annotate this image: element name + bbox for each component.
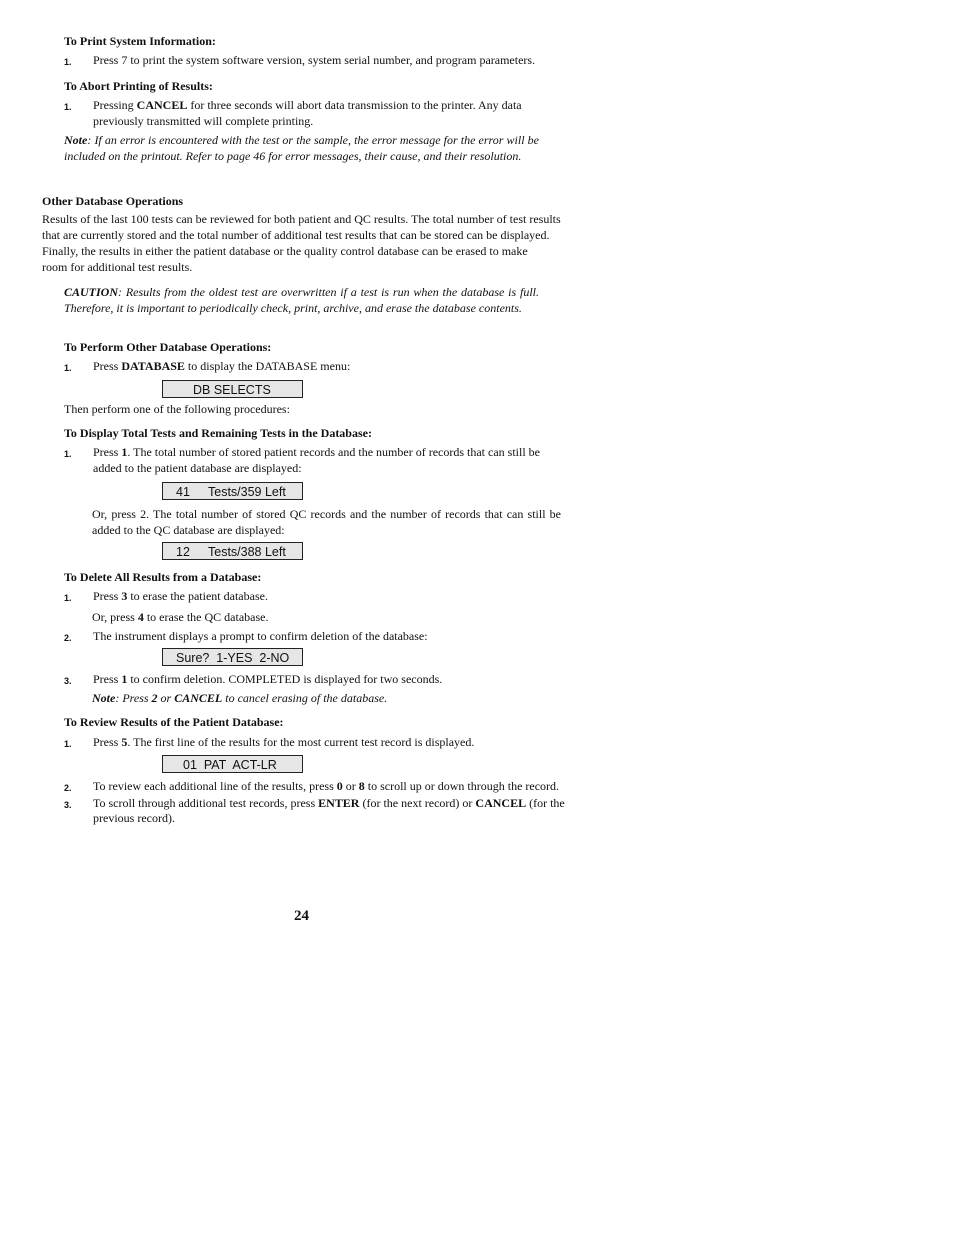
step-number: 3.	[64, 800, 72, 810]
key-8: 8	[358, 779, 365, 793]
other-db-line3: Finally, the results in either the patient database or the quality control database can be erased to make	[42, 244, 528, 258]
then-text: Then perform one of the following procedures:	[64, 402, 290, 416]
review-patient-step3-line2: previous record).	[93, 811, 175, 825]
lcd-display-confirm: Sure? 1-YES 2-NO	[162, 648, 303, 666]
perform-ops-heading: To Perform Other Database Operations:	[64, 340, 272, 354]
delete-all-note: Note: Press 2 or CANCEL to cancel erasing of the database.	[92, 691, 388, 705]
step-number: 1.	[64, 102, 72, 112]
caution-note: CAUTION: Results from the oldest test are overwritten if a test is run when the database is full. Therefore, it is important to periodically check, print, archive, and erase the database contents.	[64, 285, 539, 315]
delete-all-or-text: Or, press 4 to erase the QC database.	[92, 610, 269, 624]
lcd-display-qc-count: 12 Tests/388 Left	[162, 542, 303, 560]
other-db-line1: Results of the last 100 tests can be reviewed for both patient and QC results. The total number of test results	[42, 212, 561, 226]
display-totals-or-text: Or, press 2. The total number of stored QC records and the number of records that can still be added to the QC database are displayed:	[92, 507, 561, 537]
step-number: 2.	[64, 633, 72, 643]
delete-all-step3: Press 1 to confirm deletion. COMPLETED is displayed for two seconds.	[93, 672, 443, 686]
key-4: 4	[137, 610, 144, 624]
review-patient-step1: Press 5. The first line of the results for the most current test record is displayed.	[93, 735, 475, 749]
abort-print-step1-line2: previously transmitted will complete printing.	[93, 114, 314, 128]
step-number: 1.	[64, 363, 72, 373]
display-totals-heading: To Display Total Tests and Remaining Tests in the Database:	[64, 426, 372, 440]
page-number: 24	[294, 908, 309, 924]
review-patient-step3: To scroll through additional test records, press ENTER (for the next record) or CANCEL (for the	[93, 796, 565, 810]
key-3: 3	[121, 589, 128, 603]
cancel-key: CANCEL	[136, 98, 188, 112]
step-number: 1.	[64, 449, 72, 459]
print-info-heading: To Print System Information:	[64, 34, 216, 48]
step-number: 1.	[64, 739, 72, 749]
delete-all-step2: The instrument displays a prompt to confirm deletion of the database:	[93, 629, 428, 643]
review-patient-step2: To review each additional line of the results, press 0 or 8 to scroll up or down through the record.	[93, 779, 560, 793]
abort-print-step1: Pressing CANCEL for three seconds will abort data transmission to the printer. Any data	[93, 98, 522, 112]
lcd-display-db-selects: DB SELECTS	[162, 380, 303, 398]
enter-key: ENTER	[318, 796, 360, 810]
key-1: 1	[121, 445, 128, 459]
cancel-key: CANCEL	[475, 796, 527, 810]
abort-print-heading: To Abort Printing of Results:	[64, 79, 213, 93]
other-db-line2: that are currently stored and the total number of additional test results that can be stored can be displayed.	[42, 228, 550, 242]
key-0: 0	[336, 779, 343, 793]
review-patient-heading: To Review Results of the Patient Database:	[64, 715, 284, 729]
step-number: 1.	[64, 57, 72, 67]
abort-print-note: Note: If an error is encountered with the test or the sample, the error message for the error will be included on the printout. Refer to page 46 for error messages, their cause, and their resolution.	[64, 133, 539, 163]
other-db-line4: room for additional test results.	[42, 260, 193, 274]
key-5: 5	[121, 735, 128, 749]
print-info-step1: Press 7 to print the system software version, system serial number, and program parameters.	[93, 53, 536, 67]
display-totals-step1: Press 1. The total number of stored patient records and the number of records that can still be	[93, 445, 540, 459]
cancel-key: CANCEL	[174, 691, 223, 705]
lcd-display-patient-record: 01 PAT ACT-LR	[162, 755, 303, 773]
perform-ops-step1: Press DATABASE to display the DATABASE menu:	[93, 359, 351, 373]
display-totals-step1-line2: added to the patient database are displayed:	[93, 461, 302, 475]
delete-all-heading: To Delete All Results from a Database:	[64, 570, 262, 584]
lcd-display-patient-count: 41 Tests/359 Left	[162, 482, 303, 500]
delete-all-step1: Press 3 to erase the patient database.	[93, 589, 268, 603]
key-1: 1	[121, 672, 128, 686]
step-number: 2.	[64, 783, 72, 793]
step-number: 3.	[64, 676, 72, 686]
key-2: 2	[151, 691, 158, 705]
database-key: DATABASE	[121, 359, 185, 373]
other-db-heading: Other Database Operations	[42, 194, 184, 208]
step-number: 1.	[64, 593, 72, 603]
